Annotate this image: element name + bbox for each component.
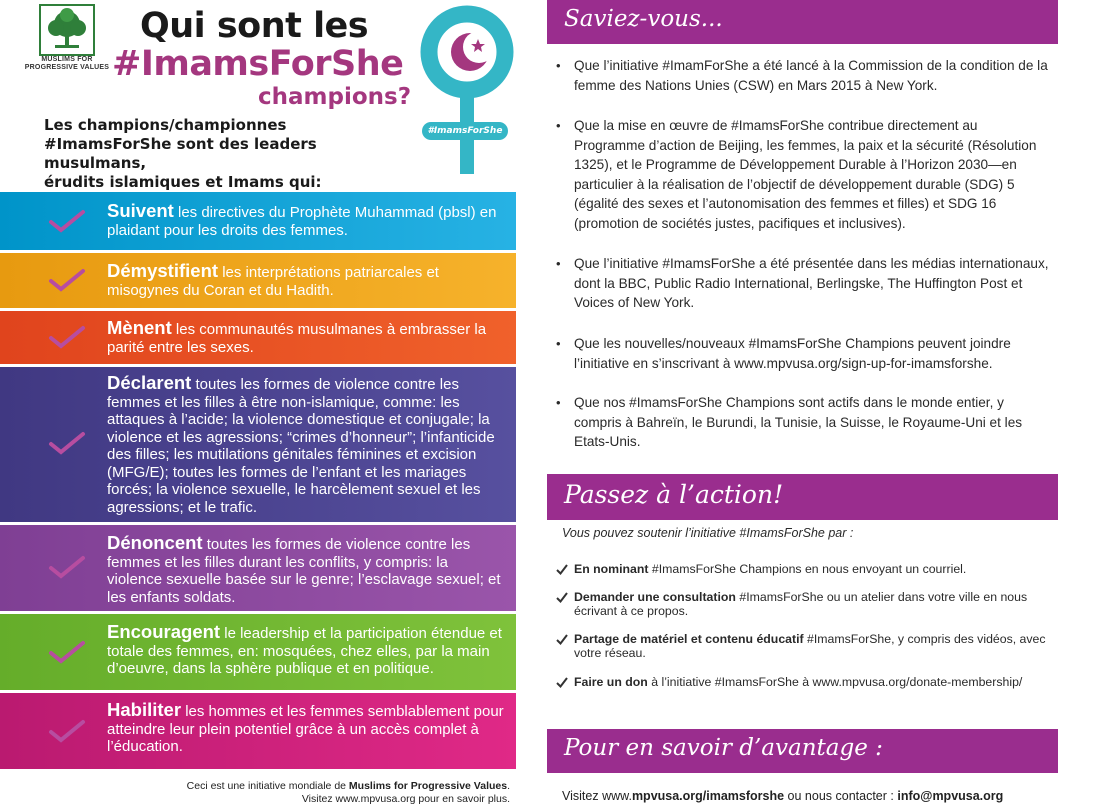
action-bold: Faire un don — [574, 675, 648, 689]
venus-hashtag-label: #ImamsForShe — [422, 122, 508, 140]
band-verb: Habiliter — [107, 699, 182, 720]
checkmark-icon — [48, 268, 86, 292]
checkmark-icon — [48, 431, 86, 455]
band-verb: Déclarent — [107, 372, 192, 393]
band-verb: Démystifient — [107, 260, 219, 281]
action-bold: Partage de matériel et contenu éducatif — [574, 632, 804, 646]
visit-line — [562, 789, 1003, 803]
action-item — [556, 632, 1056, 660]
action-bold: En nominant — [574, 562, 649, 576]
fact-item: • Que l’initiative #ImamForShe a été lancé à la Commission de la condition de la femme des Nations Unies (CSW) en Mars 2015 à New York. — [556, 58, 1048, 93]
footnote-pre: Ceci est une initiative mondiale de — [186, 780, 349, 792]
action-text: à l’initiative #ImamsForShe à www.mpvusa.org/donate-membership/ — [647, 675, 1023, 689]
action-text: #ImamsForShe Champions en nous envoyant un courriel. — [648, 562, 967, 576]
footnote-org: Muslims for Progressive Values — [348, 780, 508, 792]
band-verb: Mènent — [107, 317, 172, 338]
fact-text: Que les nouvelles/nouveaux #ImamsForShe Champions peuvent joindre l’initiative en s’inscrivant à www.mpvusa.org/sign-up-for-imamsforshe. — [574, 336, 1011, 371]
action-text: #ImamsForShe, y compris des vidéos, avec votre réseau. — [574, 632, 1046, 660]
fact-text: Que la mise en œuvre de #ImamsForShe contribue directement au Programme d’action de Beijing, les femmes, la paix et la sécurité (Résolution 1325), et le Programme de Développement Durable à l’Horizon 2030—en particulier à la réalisation de l’objectif de développement durable (SDG) 5 (égalité des sexes et l’autonomisation des femmes et filles) et SDG 16 (promotion de sociétés justes, pacifiques et inclusives). — [574, 118, 1037, 231]
intro-line-1: Les champions/championnes — [44, 116, 287, 134]
checkmark-icon — [48, 640, 86, 664]
band-encouragent — [0, 614, 516, 690]
intro-text — [44, 116, 424, 192]
band-declarent — [0, 367, 516, 522]
fact-item: • Que la mise en œuvre de #ImamsForShe contribue directement au Programme d’action de Beijing, les femmes, la paix et la sécurité (Résolution 1325), et le Programme de Développement Durable à l’Horizon 2030—en particulier à la réalisation de l’objectif de développement durable (SDG) 5 (égalité des sexes et l’autonomisation des femmes et filles) et SDG 16 (promotion de sociétés justes, pacifiques et inclusives). — [556, 118, 1037, 231]
checkmark-icon — [48, 325, 86, 349]
mpv-logo — [24, 4, 110, 72]
band-verb: Suivent — [107, 200, 174, 221]
fact-item: • Que les nouvelles/nouveaux #ImamsForShe Champions peuvent joindre l’initiative en s’inscrivant à www.mpvusa.org/sign-up-for-imamsforshe. — [556, 336, 1011, 371]
saviez-vous-header: Saviez-vous... — [547, 0, 1058, 44]
band-text: les communautés musulmanes à embrasser la parité entre les sexes. — [107, 321, 487, 356]
checkmark-icon — [48, 555, 86, 579]
intro-line-3: érudits islamiques et Imams qui: — [44, 173, 322, 191]
headline-line-3: champions? — [258, 84, 412, 110]
checkmark-icon — [48, 719, 86, 743]
band-text: toutes les formes de violence contre les femmes et les filles à être non-islamique, comme: les attaques à l’acide; la violence domestique et conjugale; la violence et les agressions; “crimes d’honneur”; l’infanticide des filles; les mutilations génitales féminines et excision (MFG/E); toutes les formes de l’enfant et les mariages forcés; la violence sexuelle, le harcèlement sexuel et les agressions; et le trafic. — [107, 376, 495, 516]
band-demystifient — [0, 253, 516, 308]
band-text: le leadership et la participation étendue et totale des femmes, en: mosquées, chez elles, par la main d’oeuvre, dans la sphère publique et en politique. — [107, 625, 502, 677]
footnote-post: . — [507, 780, 510, 792]
action-lead: Vous pouvez soutenir l’initiative #ImamsForShe par : — [562, 526, 854, 540]
tick-icon — [556, 634, 568, 645]
band-verb: Encouragent — [107, 621, 221, 642]
band-text: toutes les formes de violence contre les femmes et les filles durant les conflits, y compris: la violence sexuelle basée sur le genre; l’esclavage sexuel; et les enfants soldats. — [107, 536, 501, 606]
visit-mid: ou nous contacter : — [784, 789, 898, 803]
visit-pre: Visitez www. — [562, 789, 632, 803]
tick-icon — [556, 677, 568, 688]
band-text: les interprétations patriarcales et misogynes du Coran et du Hadith. — [107, 264, 439, 299]
band-verb: Dénoncent — [107, 532, 203, 553]
checkmark-icon — [48, 209, 86, 233]
action-item — [556, 675, 1056, 689]
intro-line-2: #ImamsForShe sont des leaders musulmans, — [44, 135, 317, 172]
band-habiliter — [0, 693, 516, 769]
tick-icon — [556, 592, 568, 603]
passez-action-header: Passez à l’action! — [547, 474, 1058, 520]
action-item — [556, 562, 1056, 576]
visit-site-link[interactable]: mpvusa.org/imamsforshe — [631, 789, 785, 803]
contact-email-link[interactable]: info@mpvusa.org — [897, 789, 1004, 803]
headline-line-1: Qui sont les — [140, 6, 369, 46]
venus-crescent-star-icon — [412, 2, 522, 182]
action-bold: Demander une consultation — [574, 590, 736, 604]
tick-icon — [556, 564, 568, 575]
band-text: les directives du Prophète Muhammad (pbsl) en plaidant pour les droits des femmes. — [107, 204, 497, 239]
band-text: les hommes et les femmes semblablement pour atteindre leur plein potentiel grâce à un accès complet à l’éducation. — [107, 703, 504, 755]
logo-line-2: PROGRESSIVE VALUES — [24, 64, 110, 71]
band-suivent — [0, 192, 516, 250]
tree-icon — [39, 4, 95, 56]
fact-text: Que l’initiative #ImamForShe a été lancé à la Commission de la condition de la femme des Nations Unies (CSW) en Mars 2015 à New York. — [574, 58, 1048, 93]
headline-line-2: #ImamsForShe — [112, 44, 404, 84]
fact-item: • Que l’initiative #ImamsForShe a été présentée dans les médias internationaux, dont la BBC, Public Radio International, Berlingske, The Huffington Post et Voices of New York. — [556, 256, 1049, 310]
action-text: #ImamsForShe ou un atelier dans votre ville en nous écrivant à ce propos. — [574, 590, 1028, 618]
fact-text: Que nos #ImamsForShe Champions sont actifs dans le monde entier, y compris à Bahreïn, le Burundi, la Tunisie, la Suisse, le Royaume-Uni et les Etats-Unis. — [574, 395, 1023, 449]
action-item — [556, 590, 1056, 618]
footnote-line-2: Visitez www.mpvusa.org pour en savoir plus. — [301, 793, 510, 805]
band-denoncent — [0, 525, 516, 611]
en-savoir-plus-header: Pour en savoir d’avantage : — [547, 729, 1058, 773]
band-menent — [0, 311, 516, 364]
logo-line-1: MUSLIMS FOR — [41, 56, 93, 63]
fact-text: Que l’initiative #ImamsForShe a été présentée dans les médias internationaux, dont la BBC, Public Radio International, Berlingske, The Huffington Post et Voices of New York. — [574, 256, 1049, 310]
footnote — [90, 780, 510, 806]
fact-item: • Que nos #ImamsForShe Champions sont actifs dans le monde entier, y compris à Bahreïn, le Burundi, la Tunisie, la Suisse, le Royaume-Uni et les Etats-Unis. — [556, 395, 1023, 449]
